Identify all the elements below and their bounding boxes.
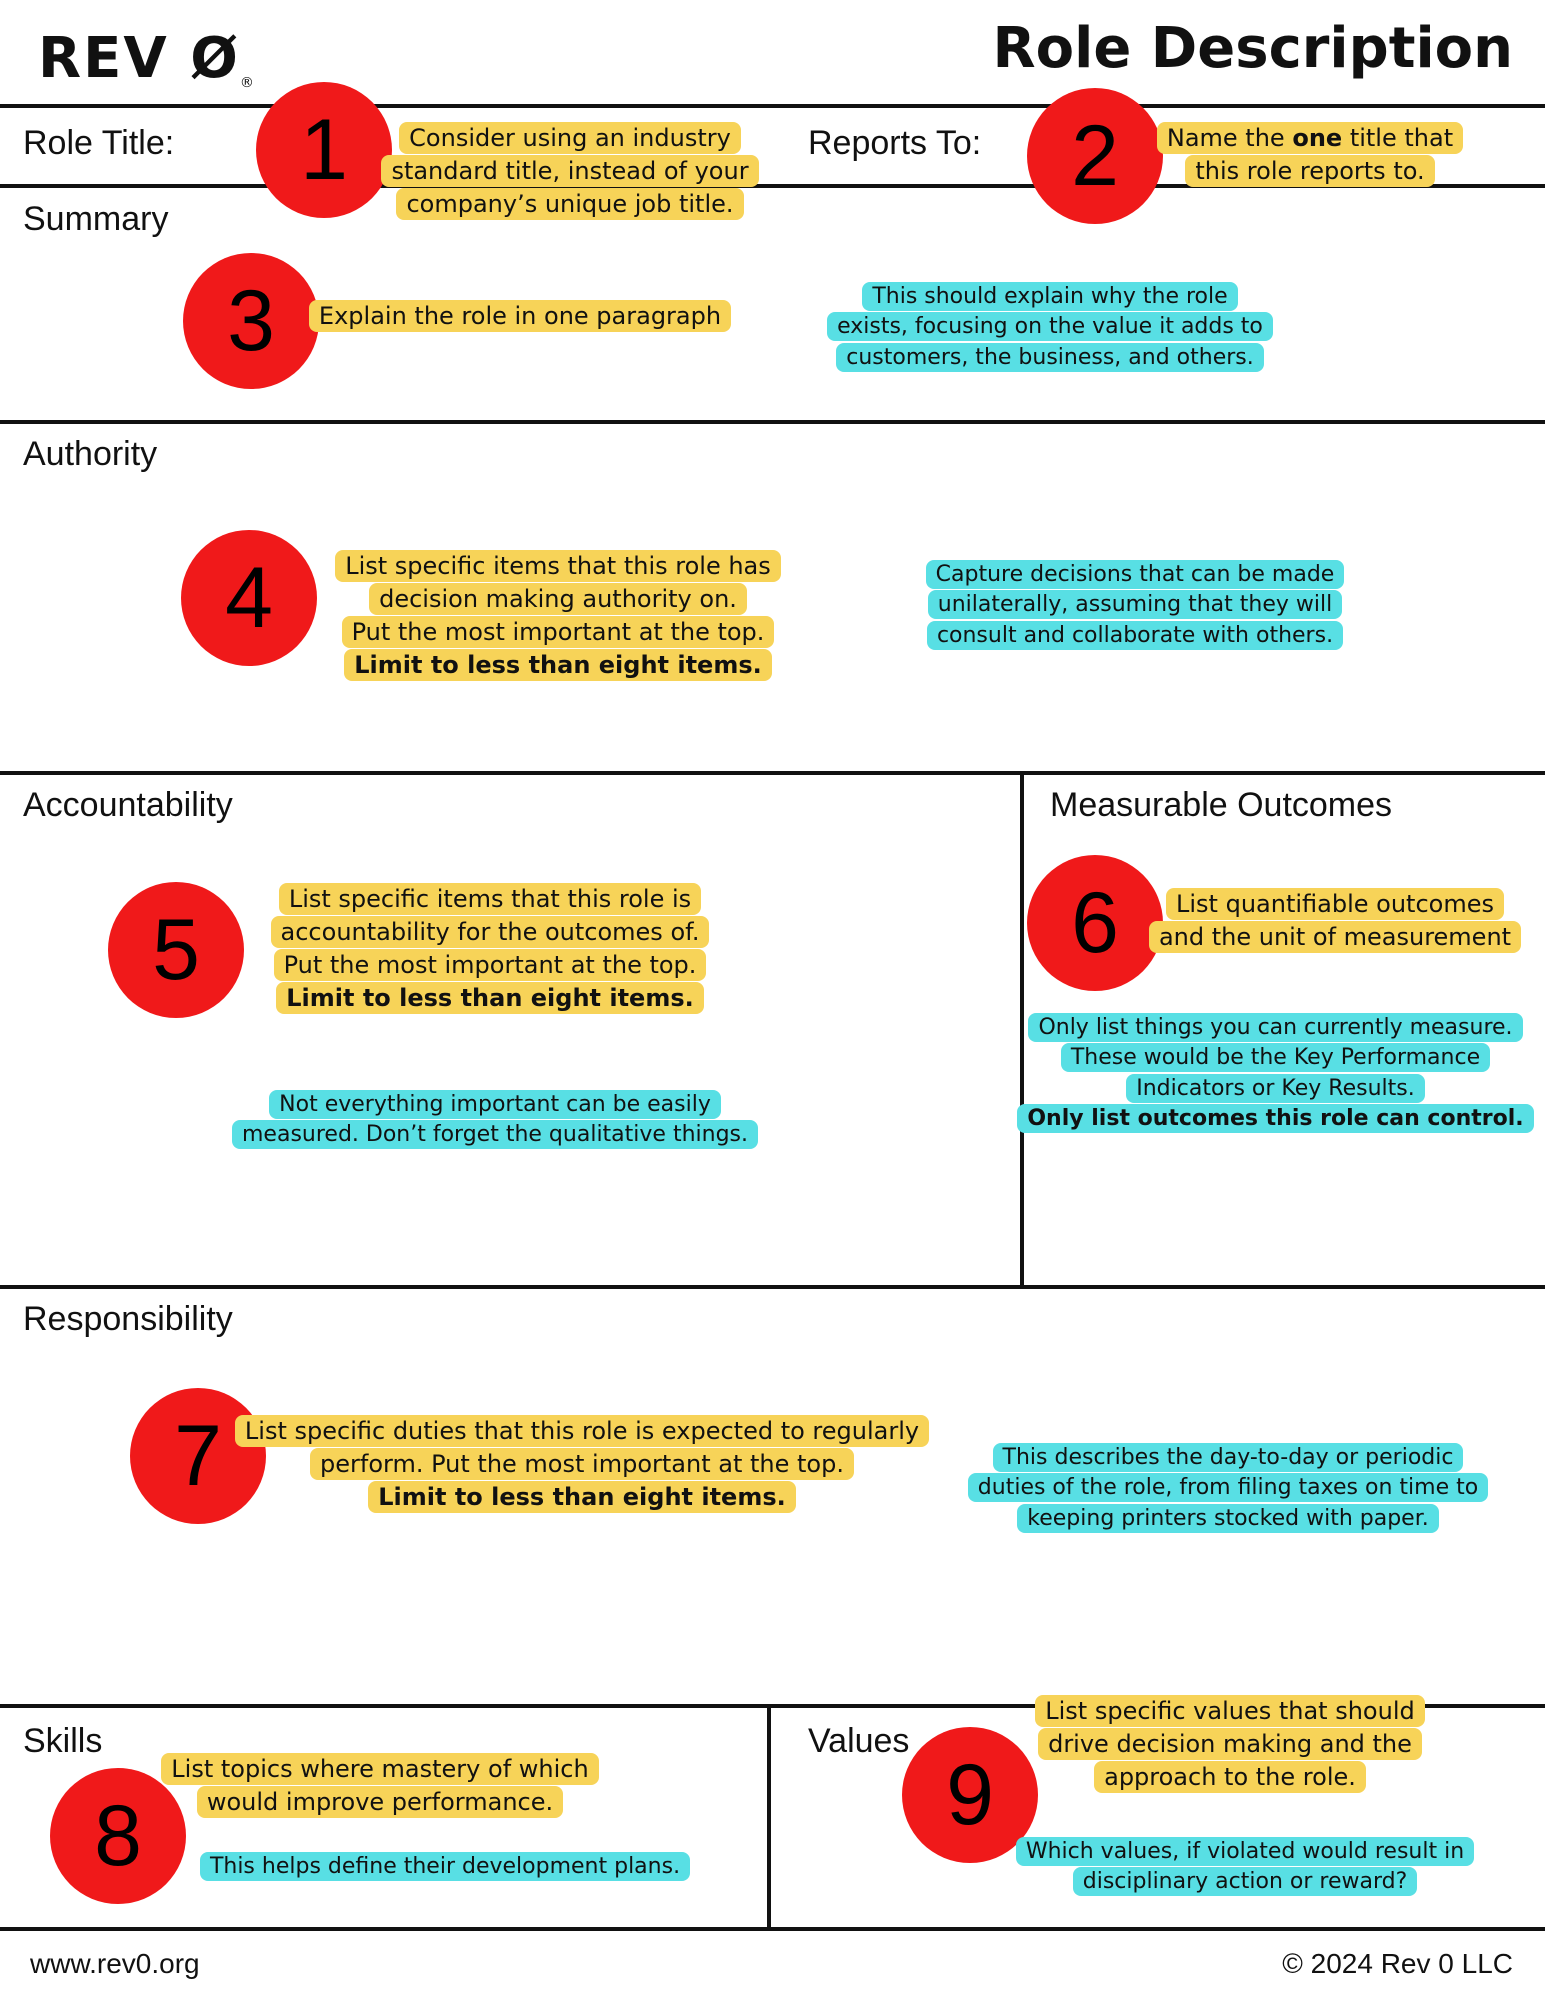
note-line: keeping printers stocked with paper.	[1017, 1504, 1438, 1533]
info-responsibility	[958, 1443, 1498, 1534]
note-reports-to	[1150, 122, 1470, 188]
note-line: exists, focusing on the value it adds to	[827, 312, 1273, 341]
note-line: decision making authority on.	[369, 583, 747, 615]
note-responsibility	[222, 1415, 942, 1514]
role-title-label: Role Title:	[23, 124, 175, 162]
marker-8: 8	[50, 1768, 186, 1904]
note-line	[1157, 122, 1463, 154]
note-line: disciplinary action or reward?	[1073, 1867, 1418, 1896]
note-line: Limit to less than eight items.	[368, 1481, 796, 1513]
marker-3: 3	[183, 253, 319, 389]
note-line: customers, the business, and others.	[836, 343, 1263, 372]
note-values	[1020, 1695, 1440, 1794]
divider-authority	[0, 771, 1545, 775]
note-summary	[290, 300, 750, 333]
page-title: Role Description	[992, 16, 1513, 81]
logo-text: REV Ø	[38, 26, 240, 91]
note-line: this role reports to.	[1185, 155, 1434, 187]
info-summary	[820, 282, 1280, 373]
note-line: List specific values that should	[1035, 1695, 1424, 1727]
footer-website: www.rev0.org	[30, 1948, 200, 1979]
marker-6: 6	[1027, 855, 1163, 991]
marker-4: 4	[181, 530, 317, 666]
note-line: Not everything important can be easily	[269, 1090, 721, 1119]
note-line: drive decision making and the	[1038, 1728, 1422, 1760]
note-measurable-outcomes	[1140, 888, 1530, 954]
note-line: accountability for the outcomes of.	[271, 916, 710, 948]
note-line: These would be the Key Performance	[1061, 1043, 1490, 1072]
note-line: List quantifiable outcomes	[1166, 888, 1504, 920]
info-accountability	[215, 1090, 775, 1151]
note-line: This helps define their development plans.	[200, 1852, 690, 1881]
authority-heading: Authority	[23, 435, 158, 473]
note-role-title	[370, 122, 770, 221]
note-line: List specific items that this role is	[279, 883, 701, 915]
marker-9: 9	[902, 1727, 1038, 1863]
measurable-outcomes-heading: Measurable Outcomes	[1050, 786, 1393, 824]
note-line: Limit to less than eight items.	[276, 982, 704, 1014]
summary-heading: Summary	[23, 200, 169, 238]
note-line: would improve performance.	[197, 1786, 563, 1818]
note-line: approach to the role.	[1094, 1761, 1366, 1793]
note-line: Only list things you can currently measure.	[1028, 1013, 1522, 1042]
note-line: unilaterally, assuming that they will	[928, 590, 1342, 619]
note-accountability	[255, 883, 725, 1015]
note-line: List specific duties that this role is expected to regularly	[235, 1415, 929, 1447]
footer-copyright: © 2024 Rev 0 LLC	[1282, 1948, 1513, 1979]
reports-to-label: Reports To:	[808, 124, 982, 162]
info-measurable-outcomes	[1013, 1013, 1538, 1134]
info-authority	[915, 560, 1355, 651]
note-line: Put the most important at the top.	[342, 616, 775, 648]
marker-1: 1	[256, 82, 392, 218]
marker-7: 7	[130, 1388, 266, 1524]
note-line: Which values, if violated would result in	[1016, 1837, 1474, 1866]
registered-mark: ®	[239, 75, 256, 91]
note-line: and the unit of measurement	[1149, 921, 1521, 953]
note-emphasis: one	[1292, 124, 1343, 152]
divider-skills-values	[767, 1706, 771, 1929]
skills-heading: Skills	[23, 1722, 103, 1760]
values-heading: Values	[808, 1722, 910, 1760]
note-line: This should explain why the role	[862, 282, 1237, 311]
note-line: consult and collaborate with others.	[927, 621, 1343, 650]
divider-header	[0, 104, 1545, 108]
marker-2: 2	[1027, 88, 1163, 224]
note-line: List specific items that this role has	[335, 550, 781, 582]
divider-footer	[0, 1927, 1545, 1931]
note-line: Indicators or Key Results.	[1126, 1074, 1424, 1103]
note-line: duties of the role, from filing taxes on time to	[968, 1473, 1488, 1502]
note-line: measured. Don’t forget the qualitative things.	[232, 1120, 758, 1149]
note-line: Only list outcomes this role can control.	[1017, 1104, 1533, 1133]
note-authority	[318, 550, 798, 682]
marker-5: 5	[108, 882, 244, 1018]
note-line: Explain the role in one paragraph	[309, 300, 731, 332]
rev0-logo	[38, 26, 256, 91]
note-line: perform. Put the most important at the top.	[310, 1448, 854, 1480]
note-line: standard title, instead of your	[381, 155, 758, 187]
accountability-heading: Accountability	[23, 786, 233, 824]
info-skills	[190, 1852, 700, 1882]
divider-accountability	[0, 1285, 1545, 1289]
note-text: title that	[1342, 124, 1454, 152]
note-line: Put the most important at the top.	[274, 949, 707, 981]
note-line: Consider using an industry	[399, 122, 741, 154]
responsibility-heading: Responsibility	[23, 1300, 233, 1338]
note-line: This describes the day-to-day or periodic	[993, 1443, 1464, 1472]
note-skills	[150, 1753, 610, 1819]
note-line: company’s unique job title.	[396, 188, 743, 220]
info-values	[1005, 1837, 1485, 1898]
divider-summary	[0, 420, 1545, 424]
note-line: List topics where mastery of which	[161, 1753, 598, 1785]
note-line: Limit to less than eight items.	[344, 649, 772, 681]
note-line: Capture decisions that can be made	[926, 560, 1345, 589]
note-text: Name the	[1166, 124, 1293, 152]
